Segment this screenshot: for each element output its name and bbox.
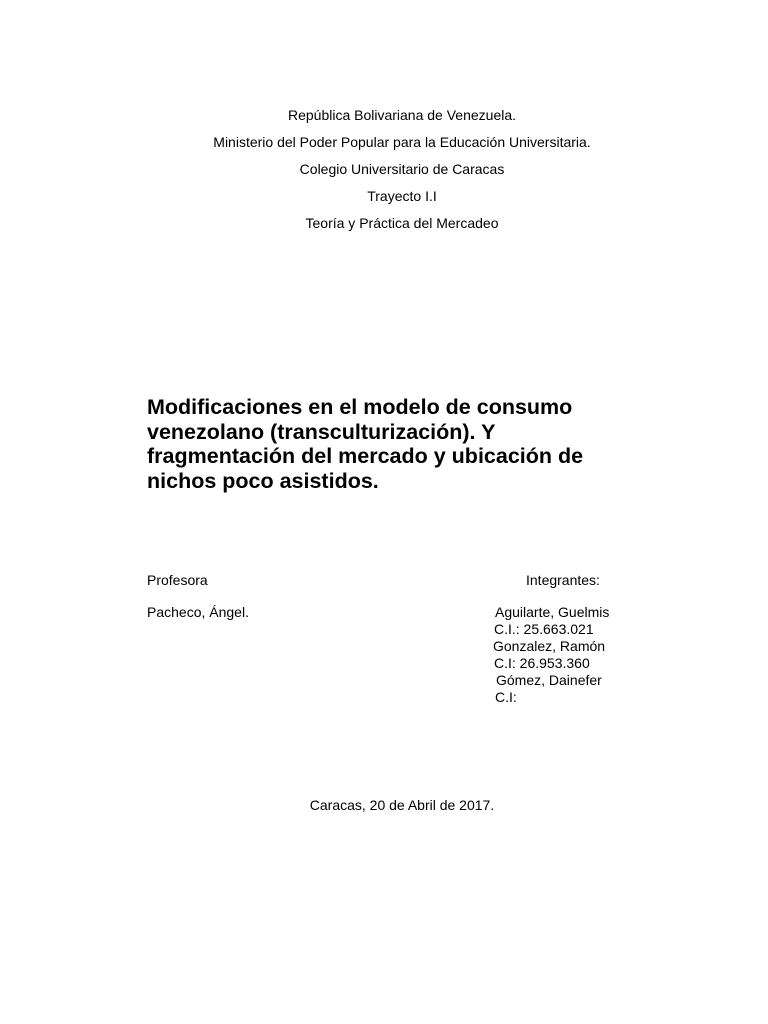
document-title: Modificaciones en el modelo de consumo venezolano (transculturización). Y fragmentación del mercado y ubicación de nichos poco asistidos. — [147, 395, 584, 493]
header-line-subject: Teoría y Práctica del Mercadeo — [305, 215, 499, 231]
integrante-line: C.I.: 25.663.021 — [494, 621, 594, 637]
integrante-line: C.I: 26.953.360 — [494, 655, 590, 671]
header-line-ministry: Ministerio del Poder Popular para la Educación Universitaria. — [213, 134, 591, 150]
integrantes-label: Integrantes: — [526, 572, 600, 588]
integrante-line: Gómez, Dainefer — [496, 672, 602, 688]
integrante-line: Aguilarte, Guelmis — [495, 604, 610, 620]
header-line-college: Colegio Universitario de Caracas — [299, 161, 505, 177]
place-date: Caracas, 20 de Abril de 2017. — [309, 797, 495, 813]
integrante-line: C.I: — [495, 689, 517, 705]
integrantes-list — [493, 604, 609, 706]
profesora-name: Pacheco, Ángel. — [147, 604, 249, 620]
integrante-line: Gonzalez, Ramón — [493, 638, 606, 654]
institution-header — [0, 102, 768, 237]
profesora-label: Profesora — [147, 572, 208, 588]
header-line-trayecto: Trayecto I.I — [367, 188, 437, 204]
header-line-country: República Bolivariana de Venezuela. — [287, 107, 517, 123]
